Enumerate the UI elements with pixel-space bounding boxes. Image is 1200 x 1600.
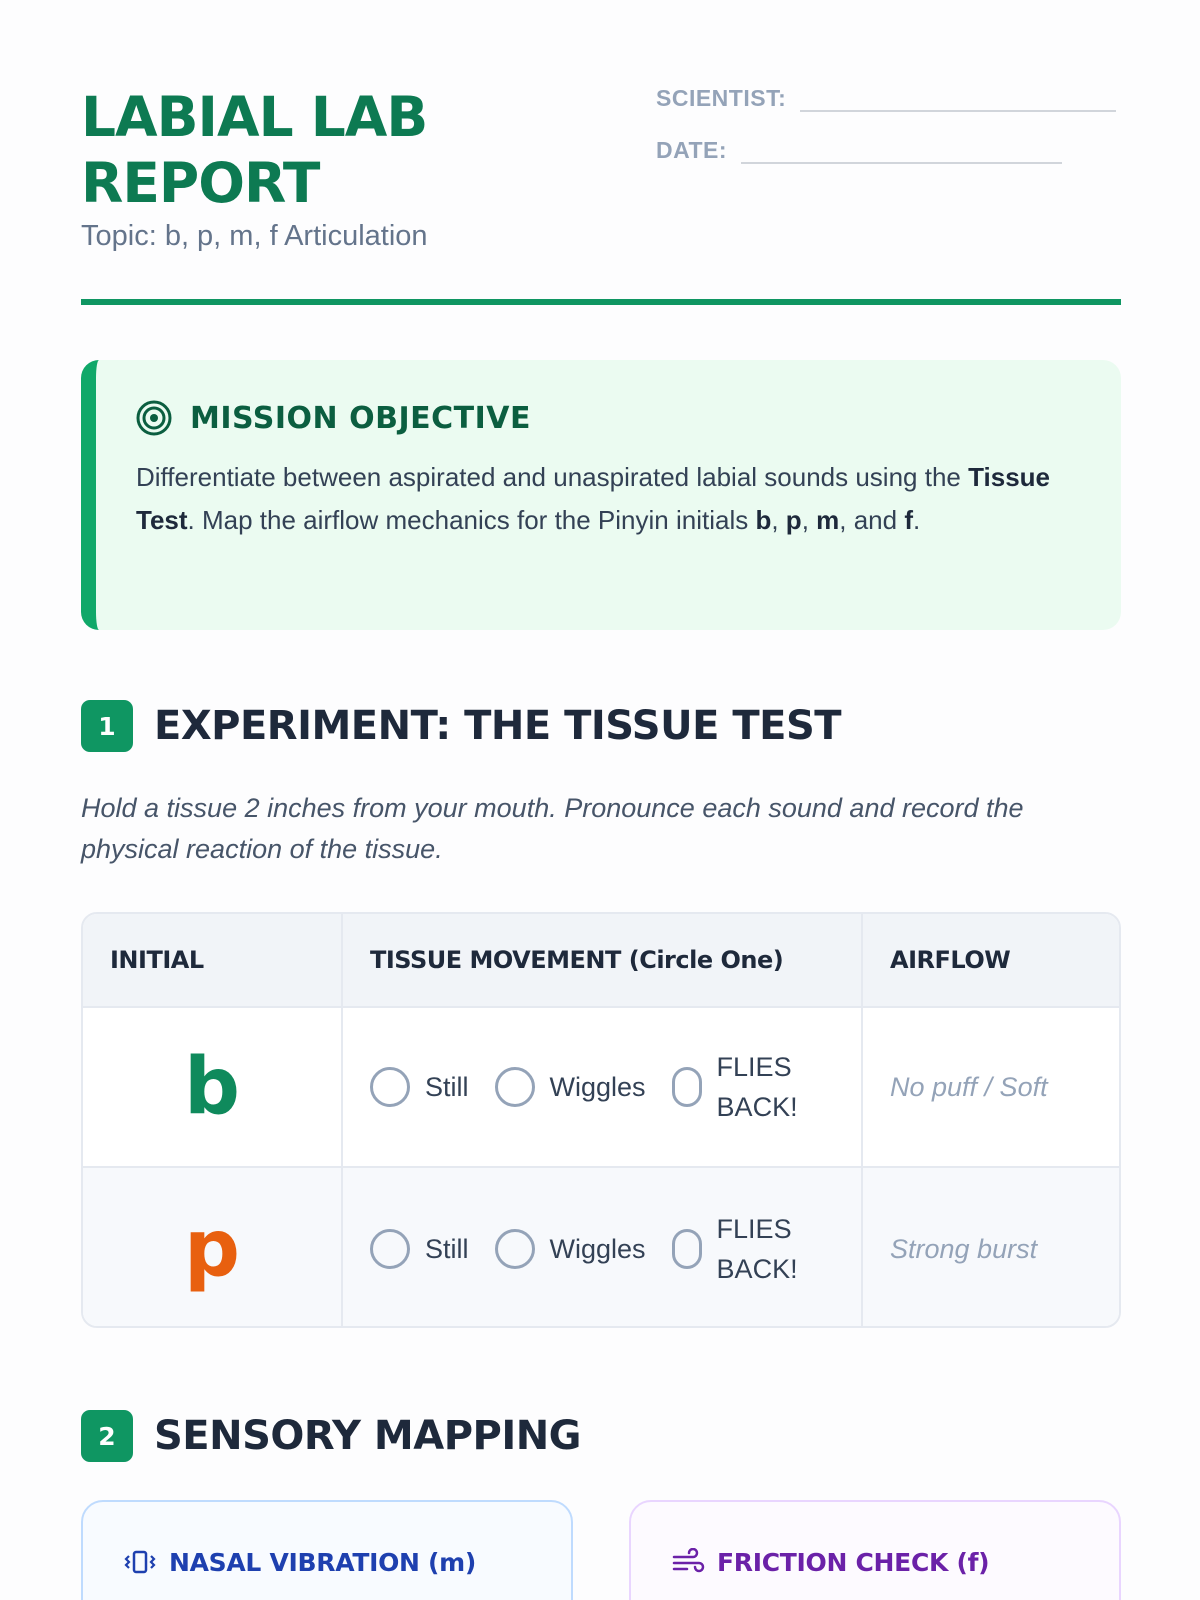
objective-text-part: Differentiate between aspirated and unaspirated labial sounds using the xyxy=(136,462,969,492)
objective-bold-p: p xyxy=(785,505,802,535)
option-wiggles[interactable] xyxy=(495,1229,646,1269)
initial-letter-b: b xyxy=(184,1042,240,1132)
airflow-cell xyxy=(863,1008,1121,1166)
nasal-vibration-card xyxy=(81,1500,573,1600)
scientist-label: SCIENTIST: xyxy=(656,85,787,111)
section-1-heading xyxy=(81,700,841,752)
table-header-cell xyxy=(83,914,343,1006)
card-title: FRICTION CHECK (f) xyxy=(717,1548,990,1577)
vibration-icon xyxy=(123,1548,157,1576)
report-title-line-2: REPORT xyxy=(81,151,320,215)
table-row xyxy=(83,1008,1121,1168)
airflow-cell xyxy=(863,1168,1121,1328)
scientist-field xyxy=(656,84,1116,112)
objective-separator: , xyxy=(801,505,817,535)
report-topic: Topic: b, p, m, f Articulation xyxy=(81,220,428,252)
objective-separator: , xyxy=(771,505,786,535)
table-row xyxy=(83,1168,1121,1328)
header-initial: INITIAL xyxy=(110,946,204,974)
option-label: FLIES BACK! xyxy=(716,1052,798,1122)
radio-circle-icon[interactable] xyxy=(672,1229,702,1269)
initial-cell xyxy=(83,1008,343,1166)
option-still[interactable] xyxy=(370,1229,469,1269)
scientist-input-line[interactable] xyxy=(800,84,1116,112)
radio-circle-icon[interactable] xyxy=(495,1067,535,1107)
movement-options xyxy=(343,1047,833,1127)
report-title-line-1: LABIAL LAB xyxy=(81,85,428,149)
section-title: EXPERIMENT: THE TISSUE TEST xyxy=(154,703,842,749)
objective-bold-f: f xyxy=(904,505,913,535)
experiment-instructions: Hold a tissue 2 inches from your mouth. Pronounce each sound and record the physical reaction of the tissue. xyxy=(81,793,1024,864)
objective-bold-m: m xyxy=(816,505,840,535)
table-header-cell xyxy=(863,914,1121,1006)
target-icon xyxy=(136,400,172,436)
radio-circle-icon[interactable] xyxy=(672,1067,702,1107)
initial-letter-p: p xyxy=(184,1204,240,1294)
initial-cell xyxy=(83,1168,343,1328)
header-tissue-movement: TISSUE MOVEMENT (Circle One) xyxy=(370,946,784,974)
option-wiggles[interactable] xyxy=(495,1067,646,1107)
mission-objective-box xyxy=(81,360,1121,630)
airflow-text: Strong burst xyxy=(890,1233,1038,1264)
radio-circle-icon[interactable] xyxy=(370,1067,410,1107)
airflow-text: No puff / Soft xyxy=(890,1071,1048,1102)
movement-cell xyxy=(343,1168,863,1328)
option-flies-back[interactable] xyxy=(672,1047,807,1127)
objective-text-part: . Map the airflow mechanics for the Pinyin initials xyxy=(187,505,756,535)
objective-separator: , and xyxy=(839,505,905,535)
card-title: NASAL VIBRATION (m) xyxy=(169,1548,477,1577)
radio-circle-icon[interactable] xyxy=(495,1229,535,1269)
option-label: Wiggles xyxy=(549,1234,646,1264)
friction-check-card xyxy=(629,1500,1121,1600)
objective-title: MISSION OBJECTIVE xyxy=(190,400,531,436)
wind-icon xyxy=(671,1548,705,1576)
movement-cell xyxy=(343,1008,863,1166)
option-label: Wiggles xyxy=(549,1072,646,1102)
movement-options xyxy=(343,1209,833,1289)
report-header xyxy=(81,84,1121,304)
objective-bold-b: b xyxy=(755,505,772,535)
date-label: DATE: xyxy=(656,137,728,163)
objective-bold-tissue-test: Tissue Test xyxy=(136,462,1050,535)
section-title: SENSORY MAPPING xyxy=(154,1413,582,1459)
option-label: FLIES BACK! xyxy=(716,1214,798,1284)
option-label: Still xyxy=(425,1072,469,1102)
table-header-cell xyxy=(343,914,863,1006)
objective-heading xyxy=(136,400,1081,436)
date-field xyxy=(656,136,1062,164)
header-airflow: AIRFLOW xyxy=(890,946,1011,974)
option-still[interactable] xyxy=(370,1067,469,1107)
objective-text xyxy=(136,456,1081,542)
option-flies-back[interactable] xyxy=(672,1209,807,1289)
table-header-row xyxy=(83,914,1121,1008)
section-number-badge: 1 xyxy=(81,700,133,752)
sensory-cards xyxy=(81,1500,1121,1600)
section-2-heading xyxy=(81,1410,581,1462)
objective-text-end: . xyxy=(913,505,921,535)
section-number-badge: 2 xyxy=(81,1410,133,1462)
date-input-line[interactable] xyxy=(741,136,1062,164)
header-divider xyxy=(81,299,1121,305)
radio-circle-icon[interactable] xyxy=(370,1229,410,1269)
option-label: Still xyxy=(425,1234,469,1264)
tissue-test-table xyxy=(81,912,1121,1328)
